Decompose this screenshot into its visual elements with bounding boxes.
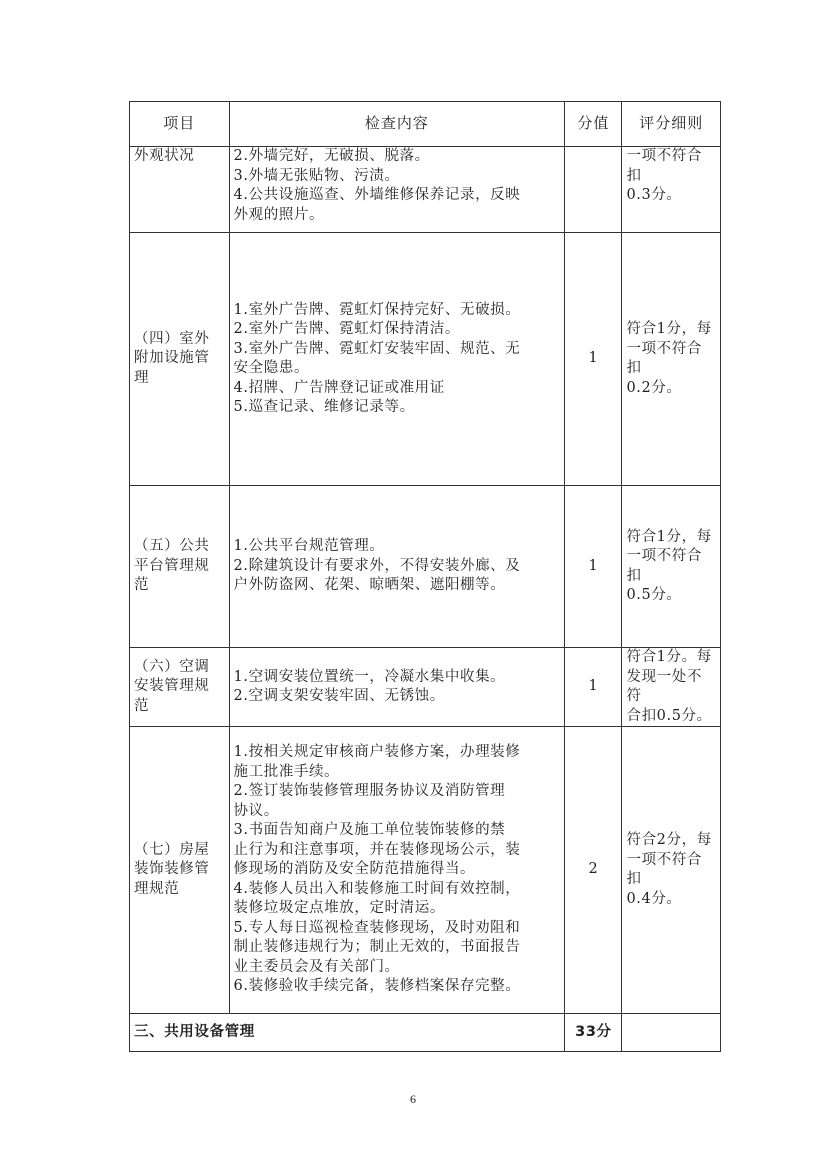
row-score [565,147,622,233]
content-line: 1.室外广告牌、霓虹灯保持完好、无破损。 [233,301,521,318]
header-content: 检查内容 [229,102,565,147]
row-score: 1 [565,233,622,486]
row-content [229,727,565,1014]
row-rule [622,233,721,486]
header-score: 分值 [565,102,622,147]
content-line: 1.空调安装位置统一，冷凝水集中收集。 [233,668,506,685]
section-title: 三、共用设备管理 [130,1014,565,1052]
content-line: 安全隐患。 [233,360,310,376]
item-line: 安装管理规 [134,678,210,695]
rule-line: 符合1分，每 [626,528,712,545]
content-line: 止行为和注意事项，并在装修现场公示，装 [233,841,521,858]
row-rule [622,648,721,727]
row-rule [622,486,721,648]
table-row [130,486,721,648]
content-line: 5.专人每日巡视检查装修现场，及时劝阻和 [233,919,521,936]
rule-line: 0.2分。 [626,379,682,396]
content-line: 4.装修人员出入和装修施工时间有效控制， [233,880,521,897]
item-line: （四）室外 [134,330,210,347]
table-header-row [130,102,721,147]
row-rule [622,727,721,1014]
content-line: 3.外墙无张贴物、污渍。 [233,167,400,184]
item-line: 理 [134,369,150,386]
table-row [130,233,721,486]
rule-line: 0.3分。 [626,187,682,203]
content-line: 业主委员会及有关部门。 [233,958,400,975]
rule-line: 0.4分。 [626,890,682,907]
item-line: 附加设施管 [134,350,210,367]
content-line: 协议。 [233,802,279,819]
rule-line: 一项不符合扣 [626,548,702,584]
rule-line: 符合1分。每 [626,649,712,665]
header-item: 项目 [130,102,230,147]
header-rule: 评分细则 [622,102,721,147]
rule-line: 一项不符合扣 [626,148,702,184]
row-item [130,486,230,648]
page-number: 6 [410,1092,416,1106]
rule-line: 发现一处不符 [626,668,702,704]
item-line: 平台管理规 [134,557,210,574]
content-line: 1.按相关规定审核商户装修方案，办理装修 [233,744,521,761]
item-line: 范 [134,577,150,594]
row-score: 2 [565,727,622,1014]
content-line: 施工批准手续。 [233,763,340,780]
row-score: 1 [565,648,622,727]
content-line: 2.除建筑设计有要求外，不得安装外廊、及 [233,557,521,574]
content-line: 修现场的消防及安全防范措施得当。 [233,861,476,878]
content-line: 装修垃圾定点堆放，定时清运。 [233,900,445,917]
content-line: 外观的照片。 [233,206,325,223]
content-line: 2.空调支架安装牢固、无锈蚀。 [233,688,445,704]
row-item [130,233,230,486]
content-line: 1.公共平台规范管理。 [233,538,385,555]
table-row [130,648,721,727]
content-line: 2.签订装饰装修管理服务协议及消防管理 [233,783,506,800]
content-line: 2.室外广告牌、霓虹灯保持清洁。 [233,321,460,337]
section-row [130,1014,721,1052]
content-line: 4.招牌、广告牌登记证或准用证 [233,379,445,396]
row-item [130,648,230,727]
content-line: 4.公共设施巡查、外墙维修保养记录，反映 [233,187,521,203]
content-line: 3.室外广告牌、霓虹灯安装牢固、规范、无 [233,340,521,357]
content-line: 2.外墙完好，无破损、脱落。 [233,148,430,164]
item-line: （七）房屋 [134,841,210,858]
row-item [130,727,230,1014]
content-line: 5.巡查记录、维修记录等。 [233,399,415,415]
row-content [229,648,565,727]
rule-line: 符合1分，每 [626,321,712,337]
content-line: 6.装修验收手续完备，装修档案保存完整。 [233,978,521,995]
section-rule-empty [622,1014,721,1052]
item-line: 装饰装修管 [134,861,210,878]
rule-line: 0.5分。 [626,587,682,603]
rule-line: 合扣0.5分。 [626,707,712,724]
row-item [130,147,230,233]
table-row [130,147,721,233]
table-row [130,727,721,1014]
rule-line: 符合2分，每 [626,832,712,848]
item-line: （六）空调 [134,658,210,675]
section-score: 33分 [565,1014,622,1052]
inspection-table [129,101,721,1052]
rule-line: 一项不符合扣 [626,851,702,887]
rule-line: 一项不符合扣 [626,340,702,376]
item-line: 理规范 [134,880,180,897]
row-content [229,486,565,648]
row-content [229,147,565,233]
item-line: （五）公共 [134,538,210,555]
item-line: 范 [134,697,150,714]
row-content [229,233,565,486]
row-score: 1 [565,486,622,648]
content-line: 制止装修违规行为；制止无效的，书面报告 [233,939,521,956]
content-line: 户外防盗网、花架、晾晒架、遮阳棚等。 [233,577,506,594]
item-line: 外观状况 [134,148,195,164]
content-line: 3.书面告知商户及施工单位装饰装修的禁 [233,822,506,839]
row-rule [622,147,721,233]
